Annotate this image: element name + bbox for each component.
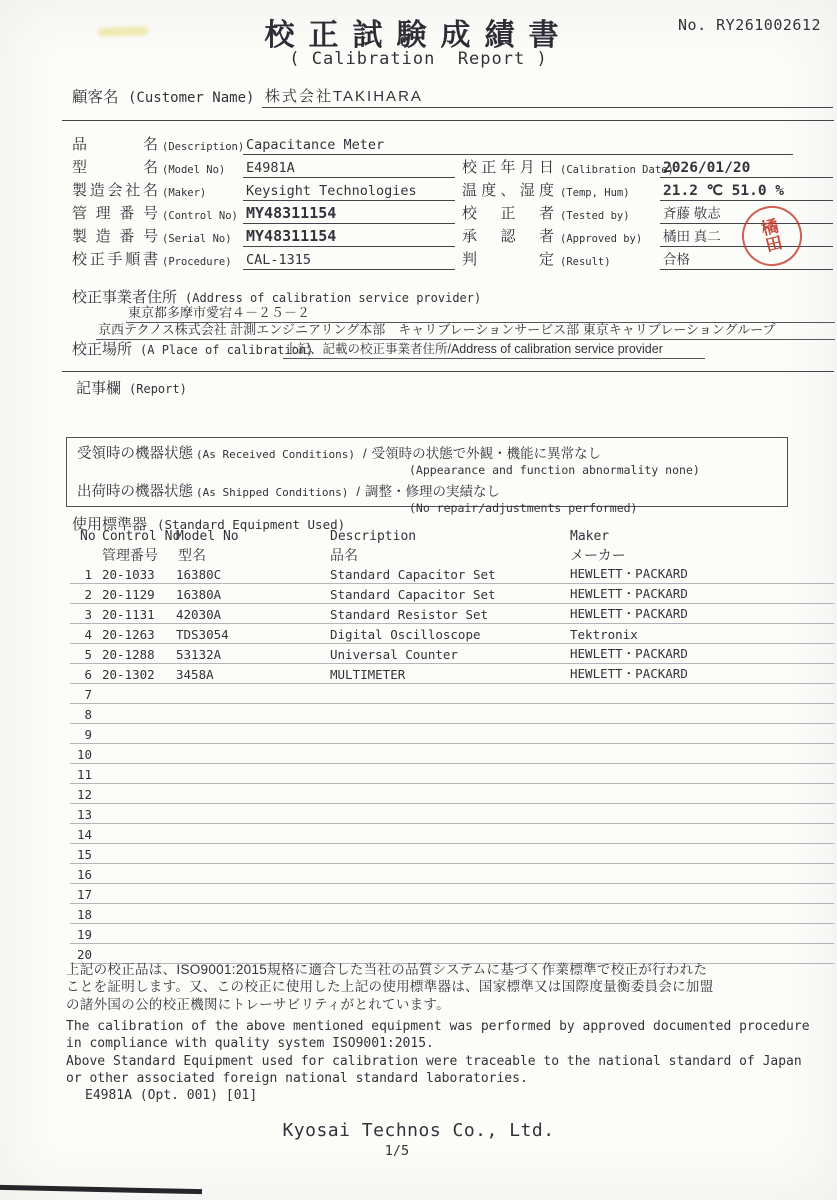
- equipment-title-en: (Standard Equipment Used): [157, 517, 346, 532]
- field-value: 21.2 ℃ 51.0 %: [660, 183, 833, 201]
- field-label-jp: 校正者: [462, 205, 554, 222]
- table-row: [70, 624, 834, 644]
- table-row: [70, 784, 834, 804]
- equipment-table: [70, 564, 834, 964]
- table-row: [70, 884, 834, 904]
- cert-jp-line: 上記の校正品は、ISO9001:2015規格に適合した当社の品質システムに基づく作業標準で校正が行われた: [66, 962, 708, 977]
- field-label-jp: 製造会社名: [72, 182, 158, 199]
- field-value: MY48311154: [243, 227, 455, 247]
- cell-no: 20: [76, 947, 92, 962]
- col-header-maker: Maker: [570, 529, 610, 544]
- cell-model: 16380C: [176, 567, 222, 582]
- cell-no: 7: [84, 687, 92, 702]
- field-label-en: (Tested by): [560, 210, 630, 222]
- field-label-jp: 校正手順書: [72, 251, 158, 268]
- field-value: CAL-1315: [243, 252, 455, 270]
- cell-model: 3458A: [176, 667, 214, 682]
- table-row: [70, 664, 834, 684]
- cell-no: 12: [76, 787, 92, 802]
- field-value: 斉藤 敬志: [660, 202, 833, 224]
- field-label-jp: 管理番号: [72, 205, 158, 222]
- cell-no: 2: [84, 587, 92, 602]
- col-header-maker-jp: メーカー: [570, 547, 626, 563]
- cell-no: 18: [76, 907, 92, 922]
- table-row: [70, 684, 834, 704]
- place-label-jp: 校正場所: [72, 341, 133, 358]
- table-row: [70, 924, 834, 944]
- cell-control: 20-1131: [102, 607, 155, 622]
- page-title: 校正試験成績書: [264, 19, 573, 52]
- cell-model: 16380A: [176, 587, 222, 602]
- page-subtitle: ( Calibration Report ): [289, 49, 548, 69]
- table-row: [70, 644, 834, 664]
- field-label-en: (Temp, Hum): [560, 187, 630, 199]
- stamp-char-bottom: 田: [763, 232, 785, 256]
- cell-description: Universal Counter: [330, 647, 458, 662]
- cell-model: TDS3054: [176, 627, 229, 642]
- customer-label-jp: 顧客名: [72, 89, 119, 106]
- certification-statement: [66, 961, 810, 1104]
- field-temp-hum: [462, 180, 833, 201]
- cell-control: 20-1129: [102, 587, 155, 602]
- cert-en-line: in compliance with quality system ISO9001:2015.: [66, 1036, 434, 1052]
- field-value: E4981A: [243, 160, 455, 178]
- field-calibration-date: [462, 157, 833, 178]
- report-number: No. RY261002612: [678, 16, 821, 34]
- condition-label-en: (As Shipped Conditions): [196, 486, 349, 499]
- cell-no: 8: [84, 707, 92, 722]
- cell-maker: HEWLETT・PACKARD: [570, 646, 688, 661]
- customer-value: 株式会社TAKIHARA: [262, 85, 833, 108]
- field-value: Capacitance Meter: [243, 137, 793, 155]
- report-remarks-label: [76, 377, 187, 398]
- col-header-description: Description: [330, 529, 417, 544]
- address-line-1: 東京都多摩市愛宕４－２５－２: [126, 302, 835, 323]
- col-header-model-no: Model No: [176, 529, 239, 544]
- field-label-en: (Result): [560, 256, 611, 268]
- cell-no: 13: [76, 807, 92, 822]
- field-value: Keysight Technologies: [243, 183, 455, 201]
- field-value: MY48311154: [243, 204, 455, 224]
- as-received-condition-en: (Appearance and function abnormality none): [409, 463, 700, 477]
- place-label-en: (A Place of calibration): [140, 343, 314, 357]
- cell-no: 11: [76, 767, 92, 782]
- cert-jp-line: の諸外国の公的校正機関にトレーサビリティがとれています。: [66, 996, 450, 1012]
- customer-name-row: [72, 86, 834, 108]
- field-label-en: (Model No): [162, 164, 226, 176]
- field-label-jp: 判定: [462, 251, 554, 268]
- page-number: 1/5: [384, 1143, 410, 1159]
- divider-line: [62, 371, 834, 372]
- as-shipped-condition: [77, 480, 787, 501]
- cell-maker: HEWLETT・PACKARD: [570, 586, 688, 601]
- field-label-en: (Calibration Date): [560, 164, 674, 176]
- field-label-jp: 温度、湿度: [462, 182, 554, 199]
- cert-option-line: E4981A (Opt. 001) [01]: [85, 1088, 258, 1104]
- field-label-en: (Serial No): [162, 233, 232, 245]
- cert-en-line: Above Standard Equipment used for calibration were traceable to the national standard of Japan: [66, 1053, 802, 1069]
- cell-no: 17: [76, 887, 92, 902]
- cell-no: 5: [84, 647, 92, 662]
- table-row: [70, 604, 834, 624]
- condition-label-jp: 受領時の機器状態: [77, 446, 193, 462]
- cell-description: Standard Capacitor Set: [330, 567, 496, 582]
- cell-no: 15: [76, 847, 92, 862]
- cell-model: 53132A: [176, 647, 222, 662]
- field-label-jp: 製造番号: [72, 228, 158, 245]
- table-row: [70, 824, 834, 844]
- table-row: [70, 844, 834, 864]
- cell-no: 3: [84, 607, 92, 622]
- cell-maker: HEWLETT・PACKARD: [570, 566, 688, 581]
- as-shipped-condition-en: (No repair/adjustments performed): [409, 501, 638, 515]
- table-row: [70, 584, 834, 604]
- field-label-en: (Procedure): [162, 256, 232, 268]
- field-description: [72, 134, 802, 155]
- cell-maker: Tektronix: [570, 627, 638, 642]
- field-label-jp: 承認者: [462, 228, 554, 245]
- scan-corner-artifact: [0, 1185, 202, 1194]
- field-label-jp: 品名: [72, 136, 158, 153]
- field-label-jp: 校正年月日: [462, 159, 554, 176]
- address-label-en: (Address of calibration service provider): [185, 291, 482, 305]
- cert-en-line: The calibration of the above mentioned equipment was performed by approved documented procedure: [66, 1019, 810, 1035]
- cell-control: 20-1033: [102, 567, 155, 582]
- cell-description: MULTIMETER: [330, 667, 406, 682]
- col-header-control-no: Control No: [102, 529, 181, 544]
- field-value: 2026/01/20: [660, 160, 833, 178]
- condition-label-en: (As Received Conditions): [196, 448, 355, 461]
- cert-en-line: or other associated foreign national standard laboratories.: [66, 1070, 528, 1086]
- col-header-no: No: [80, 529, 96, 544]
- table-row: [70, 724, 834, 744]
- address-line-2: 京西テクノス株式会社 計測エンジニアリング本部 キャリブレーションサービス部 東京キャリブレーショングループ: [96, 319, 835, 340]
- col-header-desc-jp: 品名: [330, 547, 358, 563]
- condition-separator: /: [362, 446, 367, 461]
- cell-description: Digital Oscilloscope: [330, 627, 481, 642]
- cell-no: 16: [76, 867, 92, 882]
- condition-separator: /: [356, 484, 360, 499]
- table-row: [70, 804, 834, 824]
- table-row: [70, 704, 834, 724]
- table-row: [70, 764, 834, 784]
- place-of-calibration-label: [72, 338, 313, 359]
- cert-jp-line: ことを証明します。又、この校正に使用した上記の使用標準器は、国家標準又は国際度量衡委員会に加盟: [66, 979, 714, 995]
- cell-no: 19: [76, 927, 92, 942]
- table-row: [70, 904, 834, 924]
- col-header-control-jp: 管理番号: [102, 547, 158, 563]
- cell-no: 6: [84, 667, 92, 682]
- field-value: 合格: [660, 248, 833, 270]
- col-header-model-jp: 型名: [178, 547, 206, 563]
- cell-no: 1: [84, 567, 92, 582]
- cell-maker: HEWLETT・PACKARD: [570, 666, 688, 681]
- divider-line: [62, 120, 834, 121]
- customer-label-en: (Customer Name): [128, 90, 255, 106]
- cell-description: Standard Capacitor Set: [330, 587, 496, 602]
- cell-control: 20-1263: [102, 627, 155, 642]
- as-received-condition: [77, 442, 787, 463]
- field-label-en: (Control No): [162, 210, 238, 222]
- cell-control: 20-1288: [102, 647, 155, 662]
- remarks-label-jp: 記事欄: [76, 380, 122, 397]
- field-value: 橘田 真二: [660, 225, 833, 247]
- remarks-label-en: (Report): [129, 382, 187, 396]
- condition-text-jp: 調整・修理の実績なし: [364, 484, 500, 499]
- cell-no: 9: [84, 727, 92, 742]
- field-label-jp: 型名: [72, 159, 158, 176]
- cell-description: Standard Resistor Set: [330, 607, 489, 622]
- cell-no: 14: [76, 827, 92, 842]
- table-row: [70, 564, 834, 584]
- address-label-jp: 校正事業者住所: [72, 289, 178, 306]
- cell-no: 10: [76, 747, 92, 762]
- company-name: Kyosai Technos Co., Ltd.: [282, 1120, 555, 1141]
- cell-no: 4: [84, 627, 92, 642]
- cell-control: 20-1302: [102, 667, 155, 682]
- field-label-en: (Description): [162, 141, 245, 153]
- field-label-en: (Maker): [162, 187, 207, 199]
- conditions-box: [66, 437, 788, 515]
- table-row: [70, 744, 834, 764]
- condition-text-jp: 受領時の状態で外観・機能に異常なし: [371, 446, 602, 461]
- condition-label-jp: 出荷時の機器状態: [77, 484, 193, 500]
- field-label-en: (Approved by): [560, 233, 643, 245]
- stamp-char-top: 橘: [759, 216, 781, 240]
- place-of-calibration-value: 上記、記載の校正事業者住所/Address of calibration service provider: [283, 339, 705, 359]
- table-row: [70, 864, 834, 884]
- cell-maker: HEWLETT・PACKARD: [570, 606, 688, 621]
- equipment-title-jp: 使用標準器: [72, 516, 148, 533]
- cell-model: 42030A: [176, 607, 222, 622]
